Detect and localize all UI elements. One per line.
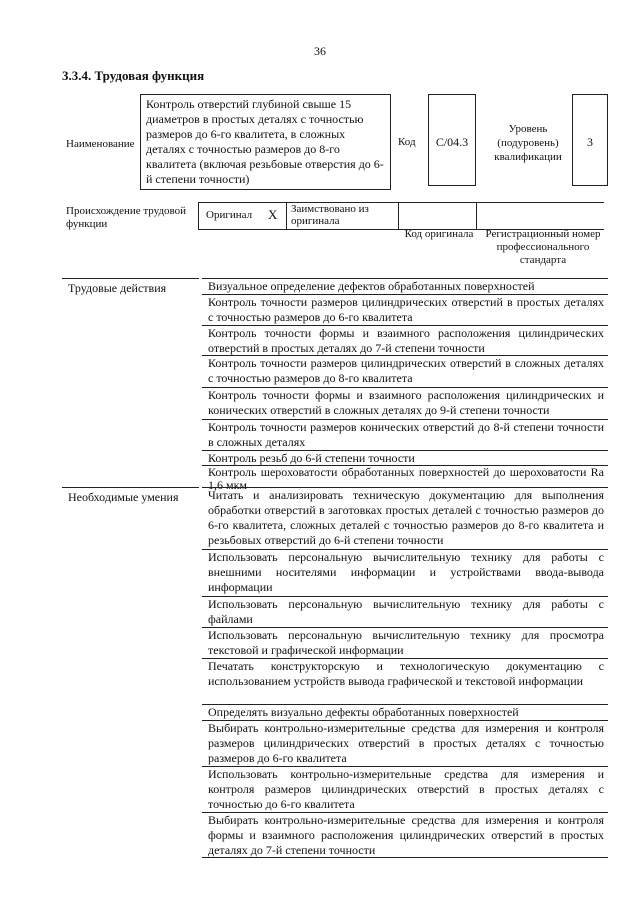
code-label: Код [398, 136, 416, 148]
list-item: Контроль шероховатости обработанных поверхностей до шероховатости Ra 1,6 мкм [202, 465, 608, 487]
list-item: Использовать персональную вычислительную технику для работы с внешними носителями информации и устройствами ввода-вывода информации [202, 549, 608, 596]
table-rule [62, 278, 199, 279]
required-skills-list [202, 487, 608, 858]
origin-label: Происхождение трудовой функции [66, 205, 187, 230]
labor-actions-list [202, 278, 608, 492]
level-label: Уровень (подуровень) квалификации [494, 123, 562, 163]
name-value: Контроль отверстий глубиной свыше 15 диаметров в простых деталях с точностью размеров до 6-го квалитета, в сложных деталях с точностью размеров до 8-го квалитета (включая резьбовые отверстия до 6-й степени точности) [140, 94, 391, 190]
list-item: Использовать персональную вычислительную технику для просмотра текстовой и графической информации [202, 627, 608, 658]
page-number: 36 [314, 44, 326, 58]
list-item: Визуальное определение дефектов обработанных поверхностей [202, 278, 608, 294]
labor-actions-label: Трудовые действия [68, 281, 167, 295]
original-mark: X [268, 207, 278, 222]
list-item: Контроль точности размеров конических отверстий до 8-й степени точности в сложных деталях [202, 419, 608, 450]
list-item: Использовать персональную вычислительную технику для работы с файлами [202, 596, 608, 627]
list-item: Контроль резьб до 6-й степени точности [202, 450, 608, 465]
origin-divider [286, 203, 287, 229]
borrowed-label: Заимствовано из оригинала [291, 203, 369, 227]
required-skills-label: Необходимые умения [68, 490, 179, 504]
list-item: Использовать контрольно-измерительные средства для измерения и контроля размеров цилиндрических отверстий в простых деталях с точностью до 6-го квалитета [202, 766, 608, 812]
table-rule [62, 487, 199, 488]
list-item: Читать и анализировать техническую документацию для выполнения обработки отверстий в заготовках простых деталей с точностью размеров до 6-го квалитета, сложных деталей с точностью размеров до 8-го квалитета и резьбовых отверстий до 6-й степени точности [202, 487, 608, 549]
name-label: Наименование [66, 138, 135, 150]
code-caption: Код оригинала [404, 228, 474, 240]
list-item: Выбирать контрольно-измерительные средства для измерения и контроля формы и взаимного расположения цилиндрических отверстий в простых деталях до 7-й степени точности [202, 812, 608, 858]
origin-divider [198, 203, 199, 229]
section-title: 3.3.4. Трудовая функция [62, 68, 205, 83]
list-item: Выбирать контрольно-измерительные средства для измерения и контроля размеров цилиндрических отверстий в простых деталях с точностью размеров до 6-го квалитета [202, 720, 608, 766]
list-item: Определять визуально дефекты обработанных поверхностей [202, 704, 608, 720]
list-item: Контроль точности формы и взаимного расположения цилиндрических отверстий в простых деталях до 7-й степени точности [202, 325, 608, 355]
list-item: Контроль точности размеров цилиндрических отверстий в простых деталях с точностью размеров до 6-го квалитета [202, 294, 608, 325]
level-box [572, 94, 608, 186]
origin-row [198, 202, 604, 230]
origin-divider [476, 203, 477, 229]
origin-divider [398, 203, 399, 229]
reg-caption: Регистрационный номер профессионального стандарта [485, 228, 601, 266]
code-value: C/04.3 [435, 135, 469, 149]
original-label: Оригинал [206, 209, 253, 221]
list-item: Контроль точности формы и взаимного расположения цилиндрических и конических отверстий в сложных деталях до 9-й степени точности [202, 387, 608, 419]
code-box [428, 94, 476, 186]
list-item: Печатать конструкторскую и технологическую документацию с использованием устройств вывода графической и текстовой информации [202, 658, 608, 704]
list-item: Контроль точности размеров цилиндрических отверстий в сложных деталях с точностью размеров до 8-го квалитета [202, 355, 608, 387]
level-value: 3 [587, 135, 593, 149]
